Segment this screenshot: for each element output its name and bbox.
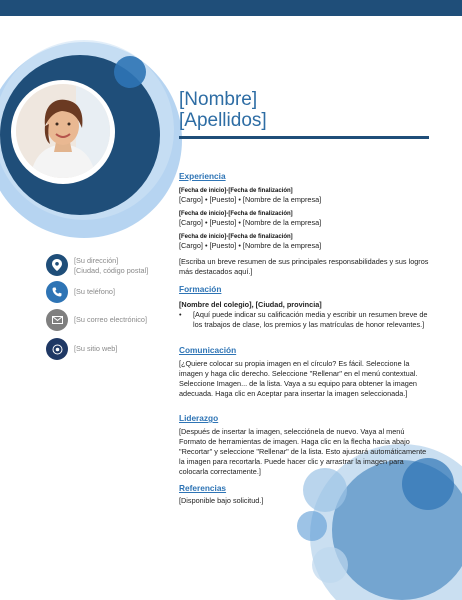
- references-section: [179, 483, 431, 506]
- website-text: [Su sitio web]: [74, 344, 118, 353]
- leadership-section: [179, 413, 431, 477]
- experience-entry: [179, 187, 431, 205]
- first-name: [Nombre]: [179, 89, 258, 110]
- entry-role: [Cargo] • [Puesto] • [Nombre de la empresa]: [179, 218, 322, 227]
- leadership-text: [Después de insertar la imagen, selecciónela de nuevo. Vaya al menú Formato de herramientas de imagen. Haga clic en la flecha hacia abajo "Recortar" y seleccione "Rellenar" de la lista. Esto ajustará automáticamente la imagen para recortarla. Puede hacer clic y arrastrar la imagen para colocarla correctamente.]: [179, 427, 427, 476]
- education-heading: Formación: [179, 284, 222, 294]
- full-name: [179, 89, 267, 131]
- email-icon: [46, 309, 68, 331]
- phone-icon: [46, 281, 68, 303]
- address-text: [74, 256, 148, 276]
- web-icon: [46, 338, 68, 360]
- profile-photo[interactable]: [16, 84, 110, 178]
- leadership-heading: Liderazgo: [179, 413, 219, 423]
- education-section: [179, 284, 431, 330]
- phone-text: [Su teléfono]: [74, 287, 115, 296]
- experience-summary: [Escriba un breve resumen de sus principales responsabilidades y sus logros más destacados aquí.]: [179, 257, 429, 276]
- bullet-mark: •: [179, 310, 182, 319]
- experience-entry: [179, 233, 431, 251]
- address-line: [Su dirección]: [74, 256, 119, 265]
- last-name: [Apellidos]: [179, 110, 267, 131]
- communication-section: [179, 345, 431, 399]
- entry-dates: [Fecha de inicio]-[Fecha de finalización]: [179, 211, 293, 217]
- entry-dates: [Fecha de inicio]-[Fecha de finalización]: [179, 234, 293, 240]
- experience-heading: Experiencia: [179, 171, 226, 181]
- experience-section: [179, 171, 431, 277]
- entry-dates: [Fecha de inicio]-[Fecha de finalización]: [179, 188, 293, 194]
- entry-role: [Cargo] • [Puesto] • [Nombre de la empresa]: [179, 195, 322, 204]
- city-line: [Ciudad, código postal]: [74, 266, 149, 275]
- references-text: [Disponible bajo solicitud.]: [179, 496, 264, 505]
- name-divider: [179, 136, 429, 139]
- education-bullet-text: [Aquí puede indicar su calificación media y escribir un resumen breve de los trabajos de clase, los premios y las matrículas de honor relevantes.]: [193, 310, 428, 329]
- references-heading: Referencias: [179, 483, 227, 493]
- school-name: [Nombre del colegio], [Ciudad, provincia]: [179, 300, 322, 309]
- communication-heading: Comunicación: [179, 345, 237, 355]
- location-pin-icon: [46, 254, 68, 276]
- communication-text: [¿Quiere colocar su propia imagen en el círculo? Es fácil. Seleccione la imagen y haga clic derecho. Seleccione "Rellenar" en el menú contextual. Seleccione Imagen... de la lista. Vaya a su equipo para obtener la imagen adecuada. Haga clic en Aceptar para insertar la imagen seleccionada.]: [179, 359, 418, 398]
- education-bullet: [179, 310, 431, 330]
- entry-role: [Cargo] • [Puesto] • [Nombre de la empresa]: [179, 241, 322, 250]
- experience-entry: [179, 210, 431, 228]
- person-photo-icon: [16, 84, 110, 178]
- email-text: [Su correo electrónico]: [74, 315, 148, 324]
